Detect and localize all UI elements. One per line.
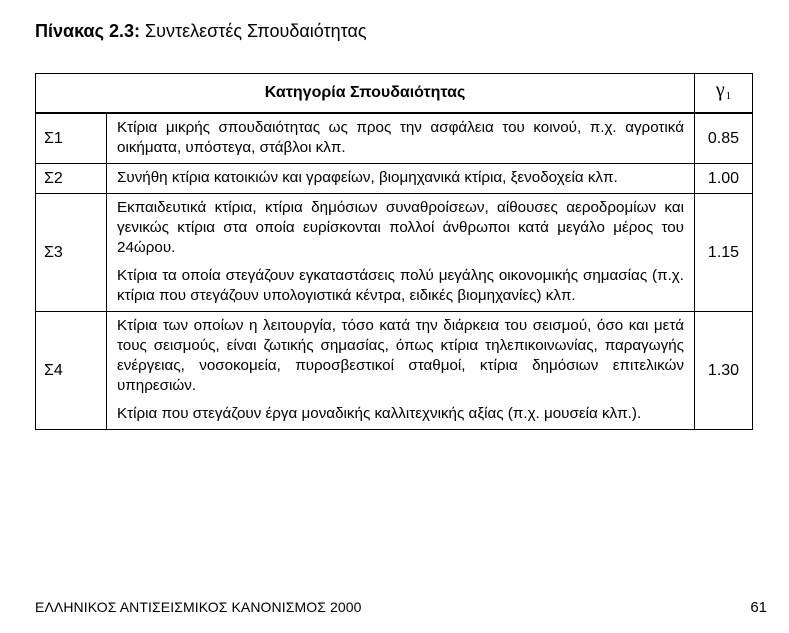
description-paragraph: Κτίρια των οποίων η λειτουργία, τόσο κατά την διάρκεια του σεισμού, όσο και μετά τους σεισμούς, είναι ζωτικής σημασίας, όπως κτίρια τηλεπικοινωνίας, παραγωγής ενέργειας, νοσοκομεία, πυροσβεστικοί σταθμοί, κτίρια δημόσιων επιτελικών υπηρεσιών.	[117, 317, 684, 394]
table-row	[36, 194, 753, 312]
description-paragraph: Κτίρια που στεγάζουν έργα μοναδικής καλλιτεχνικής αξίας (π.χ. μουσεία κλπ.).	[117, 405, 642, 422]
category-cell: Σ2	[36, 164, 107, 194]
description-paragraph: Εκπαιδευτικά κτίρια, κτίρια δημόσιων συναθροίσεων, αίθουσες αεροδρομίων και γενικώς κτίρια στα οποία ευρίσκονται πολλοί άνθρωποι κατά μεγάλο μέρος του 24ώρου.	[117, 199, 684, 256]
factor-value-cell: 0.85	[695, 113, 753, 164]
caption-label: Πίνακας 2.3:	[35, 21, 140, 41]
description-cell	[107, 113, 695, 164]
caption-text: Συντελεστές Σπουδαιότητας	[144, 21, 367, 41]
gamma-subscript: 1	[725, 90, 732, 102]
description-cell	[107, 312, 695, 430]
header-gamma	[695, 74, 753, 114]
table-header-row	[36, 74, 753, 114]
table-row	[36, 113, 753, 164]
description-paragraph: Συνήθη κτίρια κατοικιών και γραφείων, βιομηχανικά κτίρια, ξενοδοχεία κλπ.	[117, 169, 618, 186]
table-body	[36, 113, 753, 430]
category-cell: Σ3	[36, 194, 107, 312]
gamma-symbol	[716, 79, 731, 101]
description-paragraph: Κτίρια τα οποία στεγάζουν εγκαταστάσεις πολύ μεγάλης οικονομικής σημασίας (π.χ. κτίρια που στεγάζουν υπολογιστικά κέντρα, ειδικές βιομηχανίες) κλπ.	[117, 267, 684, 304]
gamma-letter: γ	[715, 79, 725, 101]
category-cell: Σ4	[36, 312, 107, 430]
table-row	[36, 164, 753, 194]
footer-document-title: ΕΛΛΗΝΙΚΟΣ ΑΝΤΙΣΕΙΣΜΙΚΟΣ ΚΑΝΟΝΙΣΜΟΣ 2000	[35, 599, 362, 615]
page-number: 61	[750, 599, 767, 616]
factor-value-cell: 1.00	[695, 164, 753, 194]
description-cell	[107, 194, 695, 312]
factor-value-cell: 1.15	[695, 194, 753, 312]
importance-factors-table	[35, 73, 753, 430]
description-paragraph: Κτίρια μικρής σπουδαιότητας ως προς την ασφάλεια του κοινού, π.χ. αγροτικά οικήματα, υπόστεγα, στάβλοι κλπ.	[117, 119, 684, 156]
factor-value-cell: 1.30	[695, 312, 753, 430]
category-cell: Σ1	[36, 113, 107, 164]
description-cell	[107, 164, 695, 194]
table-caption	[35, 20, 367, 42]
header-category: Κατηγορία Σπουδαιότητας	[36, 74, 695, 114]
table-row	[36, 312, 753, 430]
